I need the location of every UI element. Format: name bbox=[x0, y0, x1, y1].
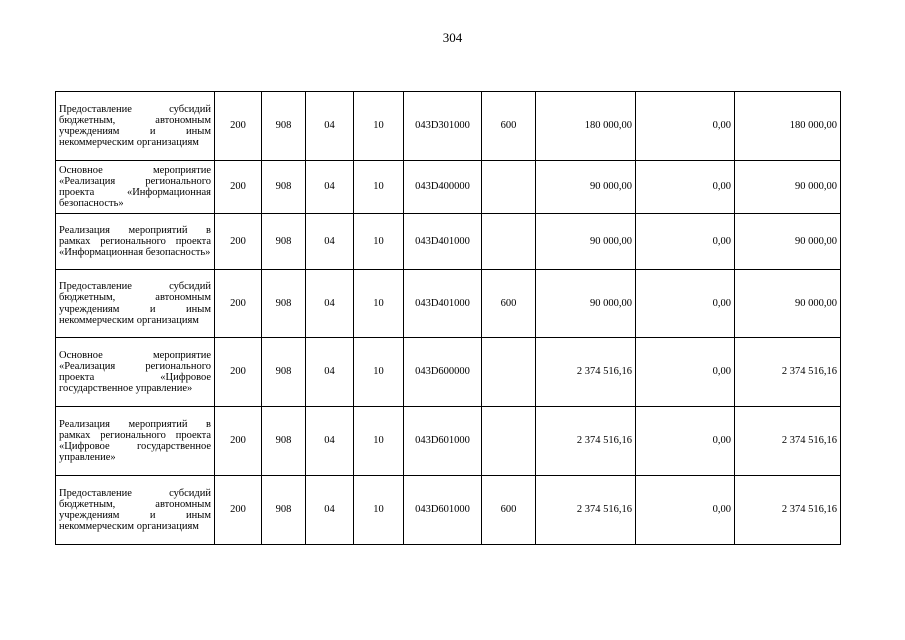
row-amount-3: 90 000,00 bbox=[735, 161, 841, 214]
row-c1: 200 bbox=[215, 407, 262, 476]
row-c2: 908 bbox=[262, 407, 306, 476]
row-amount-1: 2 374 516,16 bbox=[536, 476, 636, 545]
row-c4: 10 bbox=[354, 161, 404, 214]
row-type: 600 bbox=[482, 270, 536, 338]
row-c2: 908 bbox=[262, 338, 306, 407]
row-c1: 200 bbox=[215, 338, 262, 407]
row-amount-3: 90 000,00 bbox=[735, 270, 841, 338]
table-row bbox=[56, 214, 841, 270]
row-amount-2: 0,00 bbox=[636, 338, 735, 407]
row-c3: 04 bbox=[306, 476, 354, 545]
table-row bbox=[56, 92, 841, 161]
row-c4: 10 bbox=[354, 476, 404, 545]
row-c3: 04 bbox=[306, 214, 354, 270]
row-name: Основное мероприятие «Реализация регионального проекта «Цифровое государственное управление» bbox=[56, 338, 215, 407]
row-name: Реализация мероприятий в рамках регионального проекта «Информационная безопасность» bbox=[56, 214, 215, 270]
row-amount-2: 0,00 bbox=[636, 407, 735, 476]
row-c2: 908 bbox=[262, 214, 306, 270]
row-code: 043D401000 bbox=[404, 214, 482, 270]
row-name: Предоставление субсидий бюджетным, автономным учреждениям и иным некоммерческим организациям bbox=[56, 270, 215, 338]
row-c2: 908 bbox=[262, 476, 306, 545]
row-c1: 200 bbox=[215, 214, 262, 270]
row-c2: 908 bbox=[262, 161, 306, 214]
row-name: Предоставление субсидий бюджетным, автономным учреждениям и иным некоммерческим организациям bbox=[56, 476, 215, 545]
row-amount-1: 180 000,00 bbox=[536, 92, 636, 161]
row-amount-3: 90 000,00 bbox=[735, 214, 841, 270]
page-number: 304 bbox=[442, 30, 463, 45]
row-c1: 200 bbox=[215, 161, 262, 214]
row-c1: 200 bbox=[215, 270, 262, 338]
row-c1: 200 bbox=[215, 92, 262, 161]
row-type: 600 bbox=[482, 92, 536, 161]
row-amount-2: 0,00 bbox=[636, 161, 735, 214]
row-c2: 908 bbox=[262, 92, 306, 161]
row-c3: 04 bbox=[306, 92, 354, 161]
row-amount-2: 0,00 bbox=[636, 92, 735, 161]
row-c1: 200 bbox=[215, 476, 262, 545]
row-c3: 04 bbox=[306, 338, 354, 407]
row-amount-1: 90 000,00 bbox=[536, 270, 636, 338]
row-type bbox=[482, 161, 536, 214]
row-c4: 10 bbox=[354, 92, 404, 161]
row-c3: 04 bbox=[306, 270, 354, 338]
row-code: 043D601000 bbox=[404, 407, 482, 476]
row-type bbox=[482, 214, 536, 270]
row-c3: 04 bbox=[306, 407, 354, 476]
row-amount-1: 2 374 516,16 bbox=[536, 338, 636, 407]
row-amount-3: 2 374 516,16 bbox=[735, 407, 841, 476]
row-amount-3: 2 374 516,16 bbox=[735, 338, 841, 407]
table-row bbox=[56, 476, 841, 545]
table-row bbox=[56, 407, 841, 476]
row-type bbox=[482, 407, 536, 476]
row-code: 043D400000 bbox=[404, 161, 482, 214]
row-code: 043D401000 bbox=[404, 270, 482, 338]
row-amount-2: 0,00 bbox=[636, 476, 735, 545]
row-amount-1: 90 000,00 bbox=[536, 214, 636, 270]
table-row bbox=[56, 338, 841, 407]
table-row bbox=[56, 270, 841, 338]
row-c2: 908 bbox=[262, 270, 306, 338]
row-amount-2: 0,00 bbox=[636, 214, 735, 270]
row-amount-3: 180 000,00 bbox=[735, 92, 841, 161]
row-name: Основное мероприятие «Реализация регионального проекта «Информационная безопасность» bbox=[56, 161, 215, 214]
row-c4: 10 bbox=[354, 407, 404, 476]
row-code: 043D601000 bbox=[404, 476, 482, 545]
budget-table bbox=[55, 91, 841, 545]
row-c3: 04 bbox=[306, 161, 354, 214]
row-name: Реализация мероприятий в рамках регионального проекта «Цифровое государственное управление» bbox=[56, 407, 215, 476]
row-amount-2: 0,00 bbox=[636, 270, 735, 338]
row-name: Предоставление субсидий бюджетным, автономным учреждениям и иным некоммерческим организациям bbox=[56, 92, 215, 161]
row-amount-3: 2 374 516,16 bbox=[735, 476, 841, 545]
table-row bbox=[56, 161, 841, 214]
row-type: 600 bbox=[482, 476, 536, 545]
row-code: 043D301000 bbox=[404, 92, 482, 161]
row-c4: 10 bbox=[354, 214, 404, 270]
row-code: 043D600000 bbox=[404, 338, 482, 407]
row-type bbox=[482, 338, 536, 407]
row-amount-1: 90 000,00 bbox=[536, 161, 636, 214]
row-c4: 10 bbox=[354, 270, 404, 338]
row-c4: 10 bbox=[354, 338, 404, 407]
row-amount-1: 2 374 516,16 bbox=[536, 407, 636, 476]
